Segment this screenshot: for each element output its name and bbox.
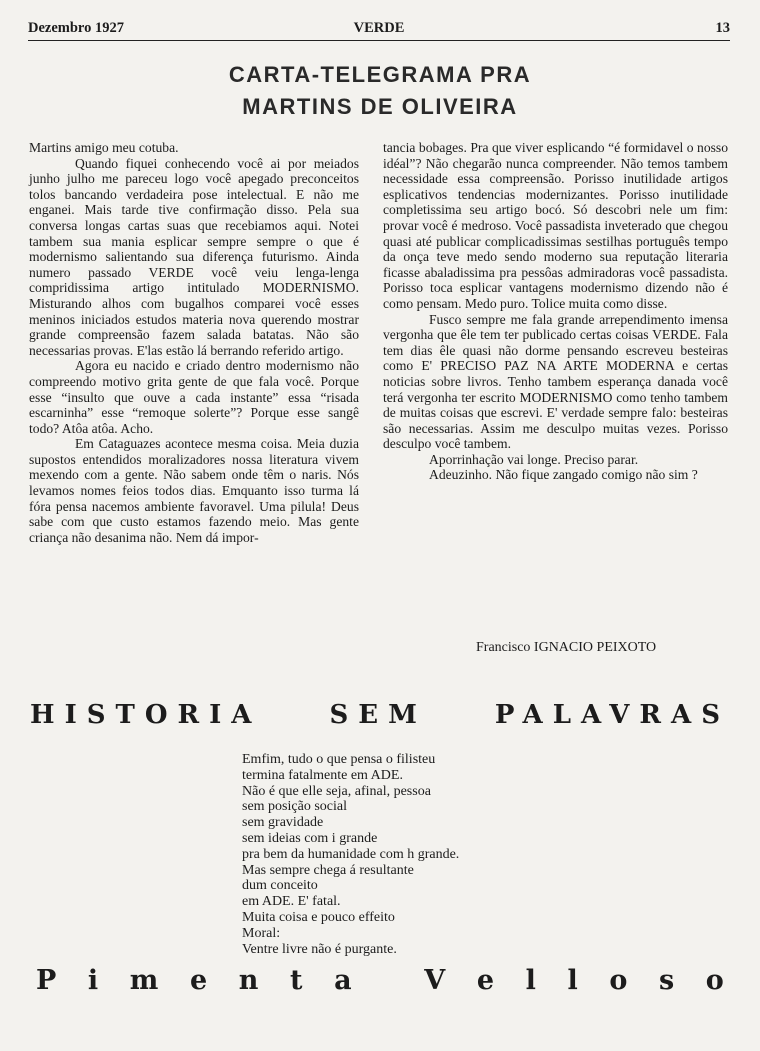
author-letter: a [334,965,352,996]
story-title [30,700,730,730]
poem-line: Emfim, tudo o que pensa o filisteu [242,752,436,767]
poem-line: em ADE. E' fatal. [242,894,341,910]
poem-line: sem ideias com i grande [242,830,378,846]
article-signature: Francisco IGNACIO PEIXOTO [476,640,657,655]
author-letter: e [189,965,208,996]
poem-line: dum conceito [242,878,318,894]
poem-line: Muita coisa e pouco effeito [242,909,395,925]
poem-line: Não é que elle seja, afinal, pessoa [242,783,431,799]
author-letter: m [129,965,159,996]
paragraph: Agora eu nacido e criado dentro modernismo não compreendo motivo grita gente de que fala você. Porque esse “insulto que ouve a cada instante” essa “risada escarninha” esse “remoque solerte”? Porque esse sangê todo? Atôa atôa. Acho. [29,358,359,436]
paragraph: Quando fiquei conhecendo você ai por meiados junho julho me pareceu logo você apegado preconceitos tolos bancando verdadeira pose intelectual. E não me enganei. Mais tarde tive confirmação disso. Pela sua conversa longas cartas suas que recebiamos aqui. Notei tambem sua mania esplicar sempre sempre o que é modernismo salientando sua diferença futurismo. Ainda numero passado VERDE você veiu lenga-lenga compridissima artigo intitulado MODERNISMO. Misturando alhos com bugalhos comparei você esses meninos iniciados estudos materia nova querendo mostrar grande compreensão fazem salada batatas. Não são necessarias provas. E'las estão lá berrando referido artigo. [29,155,359,358]
poem [242,752,459,957]
author-letter: i [87,965,99,996]
author-letter: l [567,965,578,996]
article-right-column [383,140,728,483]
paragraph: Fusco sempre me fala grande arrependimento imensa vergonha que êle tem ter publicado certas coisas VERDE. Fala tem dias êle quasi não dorme pensando escreveu besteiras como E' PRECISO PAZ NA ARTE MODERNA e certas noticias sobre livros. Tenho tambem esperança danada você terá vergonha ter escrito MODERNISMO como tenho tambem de muitas coisas que escrevi. E' verdade sempre falo: besteiras são necessarias. Assim me desculpo muitas vezes. Porisso desculpo você tambem. [383,311,728,452]
author-letter: e [476,965,494,996]
author-letter: l [525,965,536,996]
poem-line: pra bem da humanidade com h grande. [242,846,460,862]
poem-line: Moral: [242,925,281,941]
story-title-word: HISTORIA [30,700,262,730]
story-title-word: SEM [329,700,427,730]
paragraph: Martins amigo meu cotuba. [29,140,179,155]
issue-date: Dezembro 1927 [28,20,124,36]
page-number: 13 [715,20,730,36]
author-letter: V [424,965,446,996]
poem-author [36,965,724,996]
paragraph: Em Cataguazes acontece mesma coisa. Meia duzia supostos entendidos moralizadores nossa literatura vivem mexendo com a gente. Não sabem onde têm o naris. Nós levamos nomes feios todos dias. Emquanto isso turma lá fóra pensa nacemos ambiente favoravel. Uma pilula! Deus sabe com que custo estamos fazendo meio. Mas gente criança não desanima não. Nem dá impor- [29,436,359,545]
paragraph: tancia bobages. Pra que viver esplicando “é formidavel o nosso idéal”? Não chegarão nunca compreender. Não temos tambem necessidade essa compreensão. Porisso inutilidade artigos esplicativos tendencias modernizantes. Porisso inutilidade completissima seu artigo bocó. Só descobri nele um fim: provar você é medroso. Você passadista inveterado que chegou quasi até publicar complicadissimas sestilhas português tempo da onça teve medo sendo moderno sua reputação literaria ficasse abaladissima pra pessôas admiradoras você passadista. Porisso toca esplicar vantagens modernismo dizendo não é como pensam. Medo puro. Tolice muita como disse. [383,140,728,311]
poem-line: termina fatalmente em ADE. [242,767,403,783]
article-title-line-2: MARTINS DE OLIVEIRA [242,94,518,119]
author-letter: o [609,965,628,996]
author-letter: o [705,965,724,996]
poem-line: sem gravidade [242,815,324,831]
poem-line: Mas sempre chega á resultante [242,862,414,878]
paragraph: Adeuzinho. Não fique zangado comigo não sim ? [429,467,698,483]
author-letter: n [238,965,259,996]
author-word-gap [383,965,392,996]
running-header [28,20,730,41]
poem-line: Ventre livre não é purgante. [242,941,397,957]
story-title-word: PALAVRAS [494,700,730,730]
author-letter: P [36,965,57,996]
article-left-column [29,140,359,545]
author-letter: t [290,965,303,996]
journal-name: VERDE [353,20,405,36]
article-title-line-1: CARTA-TELEGRAMA PRA [228,62,532,87]
paragraph: Aporrinhação vai longe. Preciso parar. [429,451,639,467]
author-letter: s [658,965,675,996]
poem-line: sem posição social [242,799,347,815]
